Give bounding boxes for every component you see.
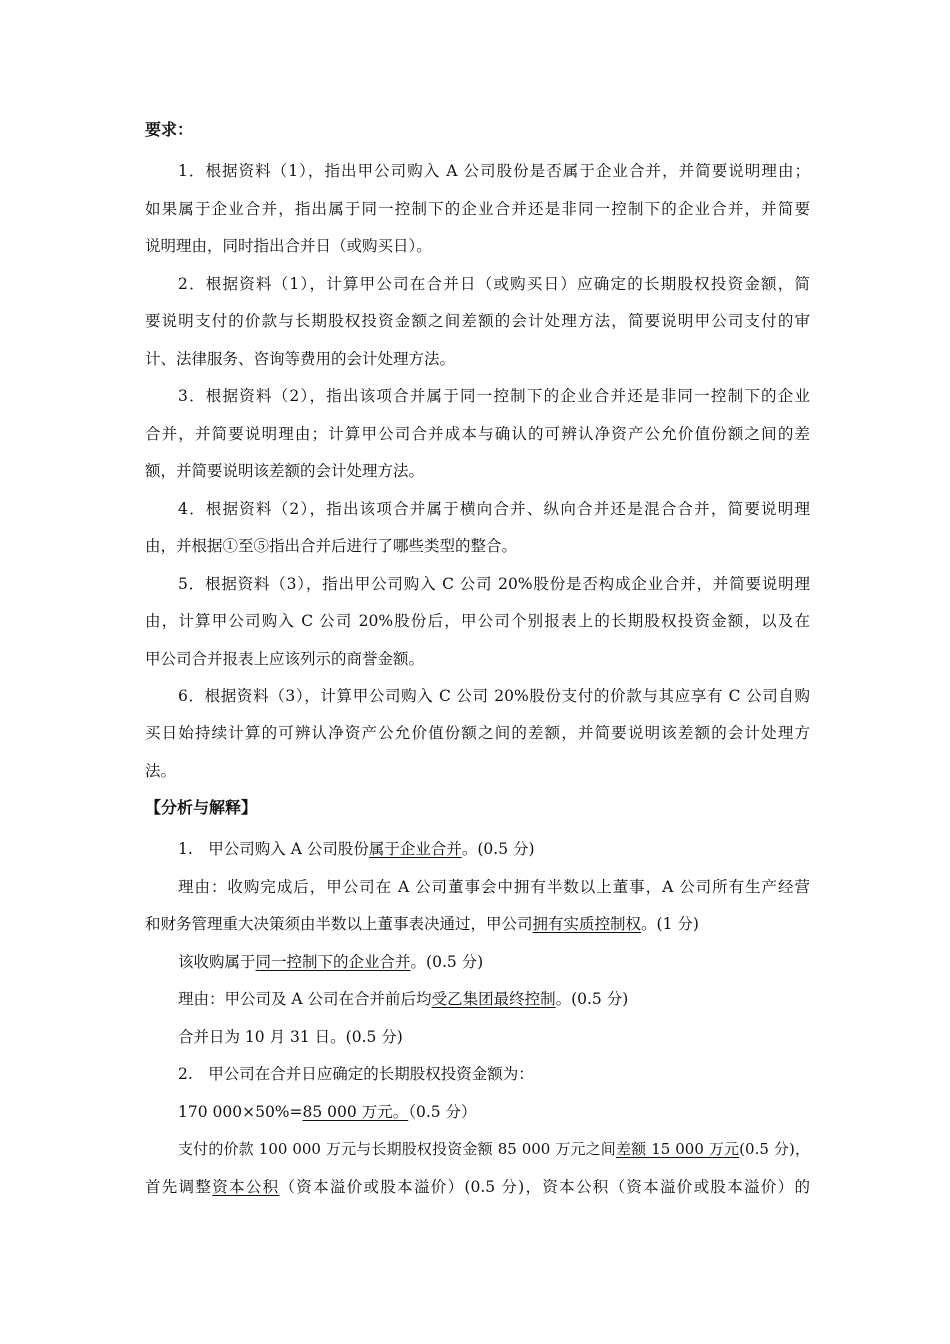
requirement-2-line-3: 计、法律服务、咨询等费用的会计处理方法。	[145, 350, 456, 368]
requirement-6-line-1: 6．根据资料（3），计算甲公司购入 C 公司 20%股份支付的价款与其应享有 C 公司自购	[178, 687, 810, 705]
requirement-3-line-3: 额，并简要说明该差额的会计处理方法。	[145, 462, 425, 480]
requirement-3-line-1: 3．根据资料（2），指出该项合并属于同一控制下的企业合并还是非同一控制下的企业	[178, 387, 810, 405]
analysis-heading: 【分析与解释】	[145, 798, 258, 817]
analysis-line-3-score: 。(1 分)	[641, 915, 699, 933]
requirement-2-line-1: 2．根据资料（1），计算甲公司在合并日（或购买日）应确定的长期股权投资金额，简	[178, 275, 810, 293]
analysis-line-10-rest: （资本溢价或股本溢价）(0.5 分)，资本公积（资本溢价或股本溢价）的	[279, 1178, 810, 1196]
analysis-line-8	[178, 1101, 810, 1123]
analysis-line-4-score: 。(0.5 分)	[410, 953, 484, 971]
analysis-line-3-text: 和财务管理重大决策须由半数以上董事表决通过，甲公司	[145, 915, 533, 933]
requirement-5-line-3: 甲公司合并报表上应该列示的商誉金额。	[145, 650, 425, 668]
analysis-line-9-score: (0.5 分)，	[739, 1140, 811, 1158]
analysis-line-5-underlined: 受乙集团最终控制	[431, 990, 556, 1008]
analysis-line-9-text: 支付的价款 100 000 万元与长期股权投资金额 85 000 万元之间	[178, 1140, 616, 1158]
analysis-line-9-underlined: 差额 15 000 万元	[615, 1140, 740, 1158]
requirement-2-line-2: 要说明支付的价款与长期股权投资金额之间差额的会计处理方法，简要说明甲公司支付的审	[145, 312, 810, 330]
analysis-line-3	[145, 913, 810, 935]
requirements-heading: 要求：	[145, 120, 194, 139]
requirement-1-line-1: 1．根据资料（1），指出甲公司购入 A 公司股份是否属于企业合并，并简要说明理由；	[178, 162, 810, 180]
analysis-line-2: 理由：收购完成后，甲公司在 A 公司董事会中拥有半数以上董事，A 公司所有生产经营	[178, 878, 810, 896]
analysis-line-9	[178, 1138, 810, 1160]
requirement-4-line-1: 4．根据资料（2），指出该项合并属于横向合并、纵向合并还是混合合并，简要说明理	[178, 500, 810, 518]
requirement-6-line-2: 买日始持续计算的可辨认净资产公允价值份额之间的差额，并简要说明该差额的会计处理方	[145, 724, 810, 742]
analysis-line-1	[178, 838, 810, 860]
analysis-line-8-score: （0.5 分）	[408, 1103, 477, 1121]
requirement-1-line-3: 说明理由，同时指出合并日（或购买日）。	[145, 237, 432, 255]
requirement-6-line-3: 法。	[145, 762, 177, 780]
requirement-5-line-1: 5．根据资料（3），指出甲公司购入 C 公司 20%股份是否构成企业合并，并简要说明理	[178, 575, 810, 593]
analysis-line-4	[178, 951, 810, 973]
analysis-line-6: 合并日为 10 月 31 日。(0.5 分)	[178, 1028, 403, 1046]
analysis-line-1-underlined: 属于企业合并	[368, 840, 462, 858]
analysis-line-4-underlined: 同一控制下的企业合并	[255, 953, 411, 971]
analysis-line-8-underlined: 85 000 万元。	[302, 1103, 409, 1121]
analysis-line-5-text: 理由：甲公司及 A 公司在合并前后均	[178, 990, 432, 1008]
analysis-line-10-text: 首先调整	[145, 1178, 213, 1196]
requirement-5-line-2: 由，计算甲公司购入 C 公司 20%股份后，甲公司个别报表上的长期股权投资金额，以及在	[145, 612, 810, 630]
analysis-line-7: 2. 甲公司在合并日应确定的长期股权投资金额为：	[178, 1065, 534, 1083]
analysis-line-10	[145, 1176, 810, 1198]
requirement-4-line-2: 由，并根据①至⑤指出合并后进行了哪些类型的整合。	[145, 537, 518, 555]
analysis-line-10-underlined: 资本公积	[212, 1178, 280, 1196]
analysis-line-1-score: 。(0.5 分)	[461, 840, 535, 858]
analysis-line-4-text: 该收购属于	[178, 953, 256, 971]
analysis-line-8-text: 170 000×50%=	[178, 1103, 303, 1121]
analysis-line-5-score: 。(0.5 分)	[555, 990, 629, 1008]
analysis-line-5	[178, 988, 810, 1010]
analysis-line-1-text: 1. 甲公司购入 A 公司股份	[178, 840, 369, 858]
requirement-1-line-2: 如果属于企业合并，指出属于同一控制下的企业合并还是非同一控制下的企业合并，并简要	[145, 200, 810, 218]
analysis-line-3-underlined: 拥有实质控制权	[532, 915, 642, 933]
requirement-3-line-2: 合并，并简要说明理由；计算甲公司合并成本与确认的可辨认净资产公允价值份额之间的差	[145, 425, 810, 443]
